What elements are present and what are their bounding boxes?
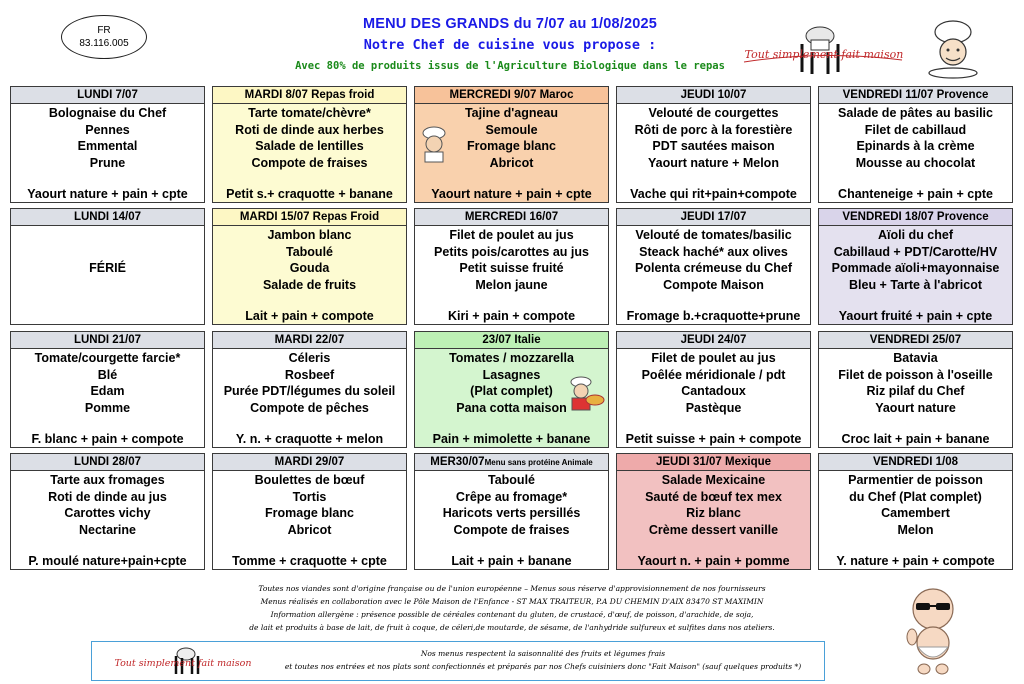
goûter-line: Pain + mimolette + banane — [432, 432, 591, 446]
goûter-line: Y. n. + craquotte + melon — [235, 432, 384, 446]
day-cell — [212, 453, 407, 570]
menu-item: Parmentier de poisson — [848, 473, 983, 487]
fait-maison-logo-small — [98, 646, 268, 676]
menu-item: Aïoli du chef — [878, 228, 953, 242]
menu-item: Yaourt nature + Melon — [648, 155, 779, 170]
menu-item: Filet de cabillaud — [864, 122, 967, 137]
goûter-line: Croc lait + pain + banane — [841, 432, 990, 446]
day-header: JEUDI 17/07 — [617, 209, 810, 226]
day-header: MARDI 29/07 — [213, 454, 406, 471]
menu-item: Gouda — [289, 261, 330, 275]
org-code-line1: FR — [97, 25, 111, 36]
day-header: LUNDI 7/07 — [11, 87, 204, 104]
menu-item: Roti de dinde aux herbes — [235, 122, 384, 137]
menu-item: Petit suisse fruité — [459, 261, 564, 275]
day-cell — [212, 208, 407, 325]
day-header: JEUDI 24/07 — [617, 332, 810, 349]
chef-with-pizza-icon — [561, 376, 605, 412]
menu-item: Fromage blanc — [265, 506, 354, 520]
menu-item: Bolognaise du Chef — [48, 106, 167, 120]
menu-item: Salade de pâtes au basilic — [838, 106, 993, 120]
goûter-line: Vache qui rit+pain+compote — [630, 187, 797, 201]
menu-item: Melon — [897, 522, 934, 537]
menu-item: Rosbeef — [284, 367, 335, 382]
menu-item: Salade de fruits — [262, 277, 357, 292]
menu-item: Lasagnes — [482, 367, 541, 382]
menu-item: Melon jaune — [475, 277, 548, 292]
info-notice — [150, 582, 874, 634]
menu-item: Jambon blanc — [267, 228, 352, 242]
day-header: LUNDI 21/07 — [11, 332, 204, 349]
menu-item: Bleu + Tarte à l'abricot — [849, 277, 982, 292]
menu-item: Pana cotta maison — [456, 400, 567, 415]
day-header: LUNDI 28/07 — [11, 454, 204, 471]
day-header: VENDREDI 11/07 Provence — [819, 87, 1012, 104]
menu-item: Pommade aïoli+mayonnaise — [831, 261, 1000, 275]
menu-item: Emmental — [77, 139, 138, 153]
seasonality-note: Nos menus respectent la saisonnalité des fruits et légumes frais — [420, 649, 666, 658]
bio-note: Avec 80% de produits issus de l'Agriculture Biologique dans le repas — [295, 60, 725, 72]
menu-item: Polenta crémeuse du Chef — [635, 261, 792, 275]
day-cell — [414, 453, 609, 570]
goûter-line: Petit suisse + pain + compote — [625, 432, 802, 446]
menu-item: Prune — [89, 155, 126, 170]
day-header: MERCREDI 16/07 — [415, 209, 608, 226]
day-header: MERCREDI 9/07 Maroc — [415, 87, 608, 104]
day-cell — [818, 208, 1013, 325]
info-line: Toutes nos viandes sont d'origine française ou de l'union européenne – Menus sous réserve d'approvisionnement de nos fournisseurs — [258, 584, 766, 593]
menu-item: Boulettes de bœuf — [254, 473, 365, 487]
goûter-line: P. moulé nature+pain+cpte — [28, 554, 187, 568]
menu-item: Nectarine — [79, 522, 136, 537]
goûter-line: Fromage b.+craquotte+prune — [626, 309, 801, 323]
menu-item: Pastèque — [685, 400, 742, 415]
menu-item: Roti de dinde au jus — [48, 489, 167, 504]
day-header — [415, 454, 608, 471]
goûter-line: Yaourt fruité + pain + cpte — [838, 309, 993, 323]
menu-item: Compote de fraises — [251, 155, 368, 170]
goûter-line: Yaourt n. + pain + pomme — [637, 554, 790, 568]
day-header: VENDREDI 1/08 — [819, 454, 1012, 471]
day-header: LUNDI 14/07 — [11, 209, 204, 226]
goûter-line: Tomme + craquotte + cpte — [232, 554, 387, 568]
org-code-line2: 83.116.005 — [79, 38, 129, 49]
day-header: JEUDI 31/07 Mexique — [617, 454, 810, 471]
day-header: VENDREDI 18/07 Provence — [819, 209, 1012, 226]
menu-item: Sauté de bœuf tex mex — [645, 489, 782, 504]
day-cell — [414, 208, 609, 325]
day-cell — [414, 331, 609, 448]
menu-item: Carottes vichy — [64, 506, 151, 520]
homemade-note: et toutes nos entrées et nos plats sont confectionnés et préparés par nos Chefs cuisiniers donc "Fait Maison" (sauf quelques produits *) — [284, 662, 802, 671]
menu-item: Riz pilaf du Chef — [866, 384, 965, 398]
day-cell — [10, 331, 205, 448]
day-cell — [10, 208, 205, 325]
fait-maison-notice-box — [91, 641, 825, 681]
menu-item: Filet de poulet au jus — [449, 228, 574, 242]
menu-item: Yaourt nature — [875, 400, 956, 415]
goûter-line: Y. nature + pain + compote — [836, 554, 995, 568]
menu-item: Petits pois/carottes au jus — [434, 244, 589, 259]
menu-item: Salade Mexicaine — [661, 473, 766, 487]
goûter-line: Yaourt nature + pain + cpte — [431, 187, 592, 201]
menu-item — [11, 244, 204, 261]
goûter-line: Kiri + pain + compote — [447, 309, 576, 323]
menu-item: (Plat complet) — [470, 384, 553, 398]
holiday-label: FÉRIÉ — [89, 261, 126, 275]
menu-item: Taboulé — [488, 473, 535, 487]
menu-item: Taboulé — [286, 244, 333, 259]
chef-cartoon-icon — [417, 125, 451, 163]
day-cell — [616, 86, 811, 203]
page-subtitle: Notre Chef de cuisine vous propose : — [363, 37, 657, 53]
goûter-line: Lait + pain + banane — [451, 554, 572, 568]
organization-stamp — [61, 15, 147, 59]
info-line: Menus réalisés en collaboration avec le Pôle Maison de l'Enfance - ST MAX TRAITEUR, P.A DU CHEMIN D'AIX 83470 ST MAXIMIN — [260, 597, 764, 606]
day-cell — [616, 208, 811, 325]
day-cell — [818, 453, 1013, 570]
info-line: de lait et produits à base de lait, de fruit à coque, de céleri,de moutarde, de sésame, de l'anhydride sulfureux et sulfites dans nos ateliers. — [249, 623, 775, 632]
menu-item: Epinards à la crème — [856, 139, 975, 153]
menu-item: Rôti de porc à la forestière — [634, 122, 793, 137]
menu-item: Camembert — [881, 506, 950, 520]
menu-item: Edam — [90, 384, 125, 398]
info-line: Information allergène : présence possible de céréales contenant du gluten, de crustacé, d'œuf, de poisson, d'arachide, de soja, — [270, 610, 754, 619]
menu-item: Velouté de tomates/basilic — [635, 228, 792, 242]
menu-item: Compote Maison — [663, 277, 764, 292]
menu-item: Batavia — [893, 351, 938, 365]
menu-item: Abricot — [287, 522, 332, 537]
menu-item: Crêpe au fromage* — [455, 489, 568, 504]
menu-item: Pennes — [85, 122, 130, 137]
fait-maison-logo — [742, 22, 907, 78]
day-cell — [616, 453, 811, 570]
goûter-line: Yaourt nature + pain + cpte — [27, 187, 188, 201]
logo-text-small: Tout simplement fait maison — [114, 658, 252, 669]
menu-item: Tomates / mozzarella — [449, 351, 574, 365]
day-cell — [212, 331, 407, 448]
day-header: MARDI 15/07 Repas Froid — [213, 209, 406, 226]
menu-item: Filet de poulet au jus — [651, 351, 776, 365]
logo-text: Tout simplement fait maison — [744, 48, 904, 61]
menu-item: Filet de poisson à l'oseille — [838, 367, 993, 382]
menu-item: Cabillaud + PDT/Carotte/HV — [833, 244, 998, 259]
menu-item: Poêlée méridionale / pdt — [641, 367, 786, 382]
menu-item: Tortis — [292, 489, 327, 504]
menu-item: Fromage blanc — [467, 139, 556, 153]
day-cell — [10, 86, 205, 203]
day-header: MARDI 8/07 Repas froid — [213, 87, 406, 104]
menu-item: Tomate/courgette farcie* — [34, 351, 181, 365]
goûter-line: Lait + pain + compote — [245, 309, 374, 323]
day-header: JEUDI 10/07 — [617, 87, 810, 104]
day-cell — [616, 331, 811, 448]
menu-item — [11, 277, 204, 294]
day-header: VENDREDI 25/07 — [819, 332, 1012, 349]
menu-item — [11, 227, 204, 244]
menu-item: Pomme — [84, 400, 131, 415]
menu-item: Tarte aux fromages — [50, 473, 165, 487]
menu-item: Cantadoux — [681, 384, 746, 398]
menu-item: PDT sautées maison — [652, 139, 775, 153]
day-header: 23/07 Italie — [415, 332, 608, 349]
menu-item: Abricot — [489, 155, 534, 170]
menu-item: Velouté de courgettes — [648, 106, 779, 120]
day-header: MARDI 22/07 — [213, 332, 406, 349]
menu-item: Haricots verts persillés — [442, 506, 581, 520]
menu-item: Tarte tomate/chèvre* — [248, 106, 371, 120]
menu-item: du Chef (Plat complet) — [849, 489, 982, 504]
menu-item: Salade de lentilles — [255, 139, 364, 153]
menu-item: Compote de pêches — [250, 400, 369, 415]
day-header-note: Menu sans protéine Animale — [484, 458, 593, 467]
goûter-line: Petit s.+ craquotte + banane — [226, 187, 393, 201]
baby-sunglasses-icon — [900, 585, 966, 677]
menu-item: Riz blanc — [686, 506, 741, 520]
chef-cartoon-icon — [918, 18, 988, 80]
menu-item: Blé — [97, 367, 118, 382]
menu-item: Steack haché* aux olives — [639, 244, 788, 259]
goûter-line: F. blanc + pain + compote — [31, 432, 184, 446]
day-cell — [414, 86, 609, 203]
day-header-label: MER30/07 — [430, 456, 485, 468]
menu-item: Semoule — [485, 122, 538, 137]
menu-item: Crème dessert vanille — [648, 522, 779, 537]
menu-item: Céleris — [288, 351, 331, 365]
day-cell — [818, 331, 1013, 448]
menu-item: Tajine d'agneau — [464, 106, 559, 120]
page-title: MENU DES GRANDS du 7/07 au 1/08/2025 — [362, 16, 658, 32]
day-cell — [212, 86, 407, 203]
goûter-line: Chanteneige + pain + cpte — [838, 187, 993, 201]
menu-item: Purée PDT/légumes du soleil — [223, 384, 396, 398]
day-cell — [818, 86, 1013, 203]
day-cell — [10, 453, 205, 570]
menu-item: Mousse au chocolat — [855, 155, 976, 170]
menu-item: Compote de fraises — [453, 522, 570, 537]
